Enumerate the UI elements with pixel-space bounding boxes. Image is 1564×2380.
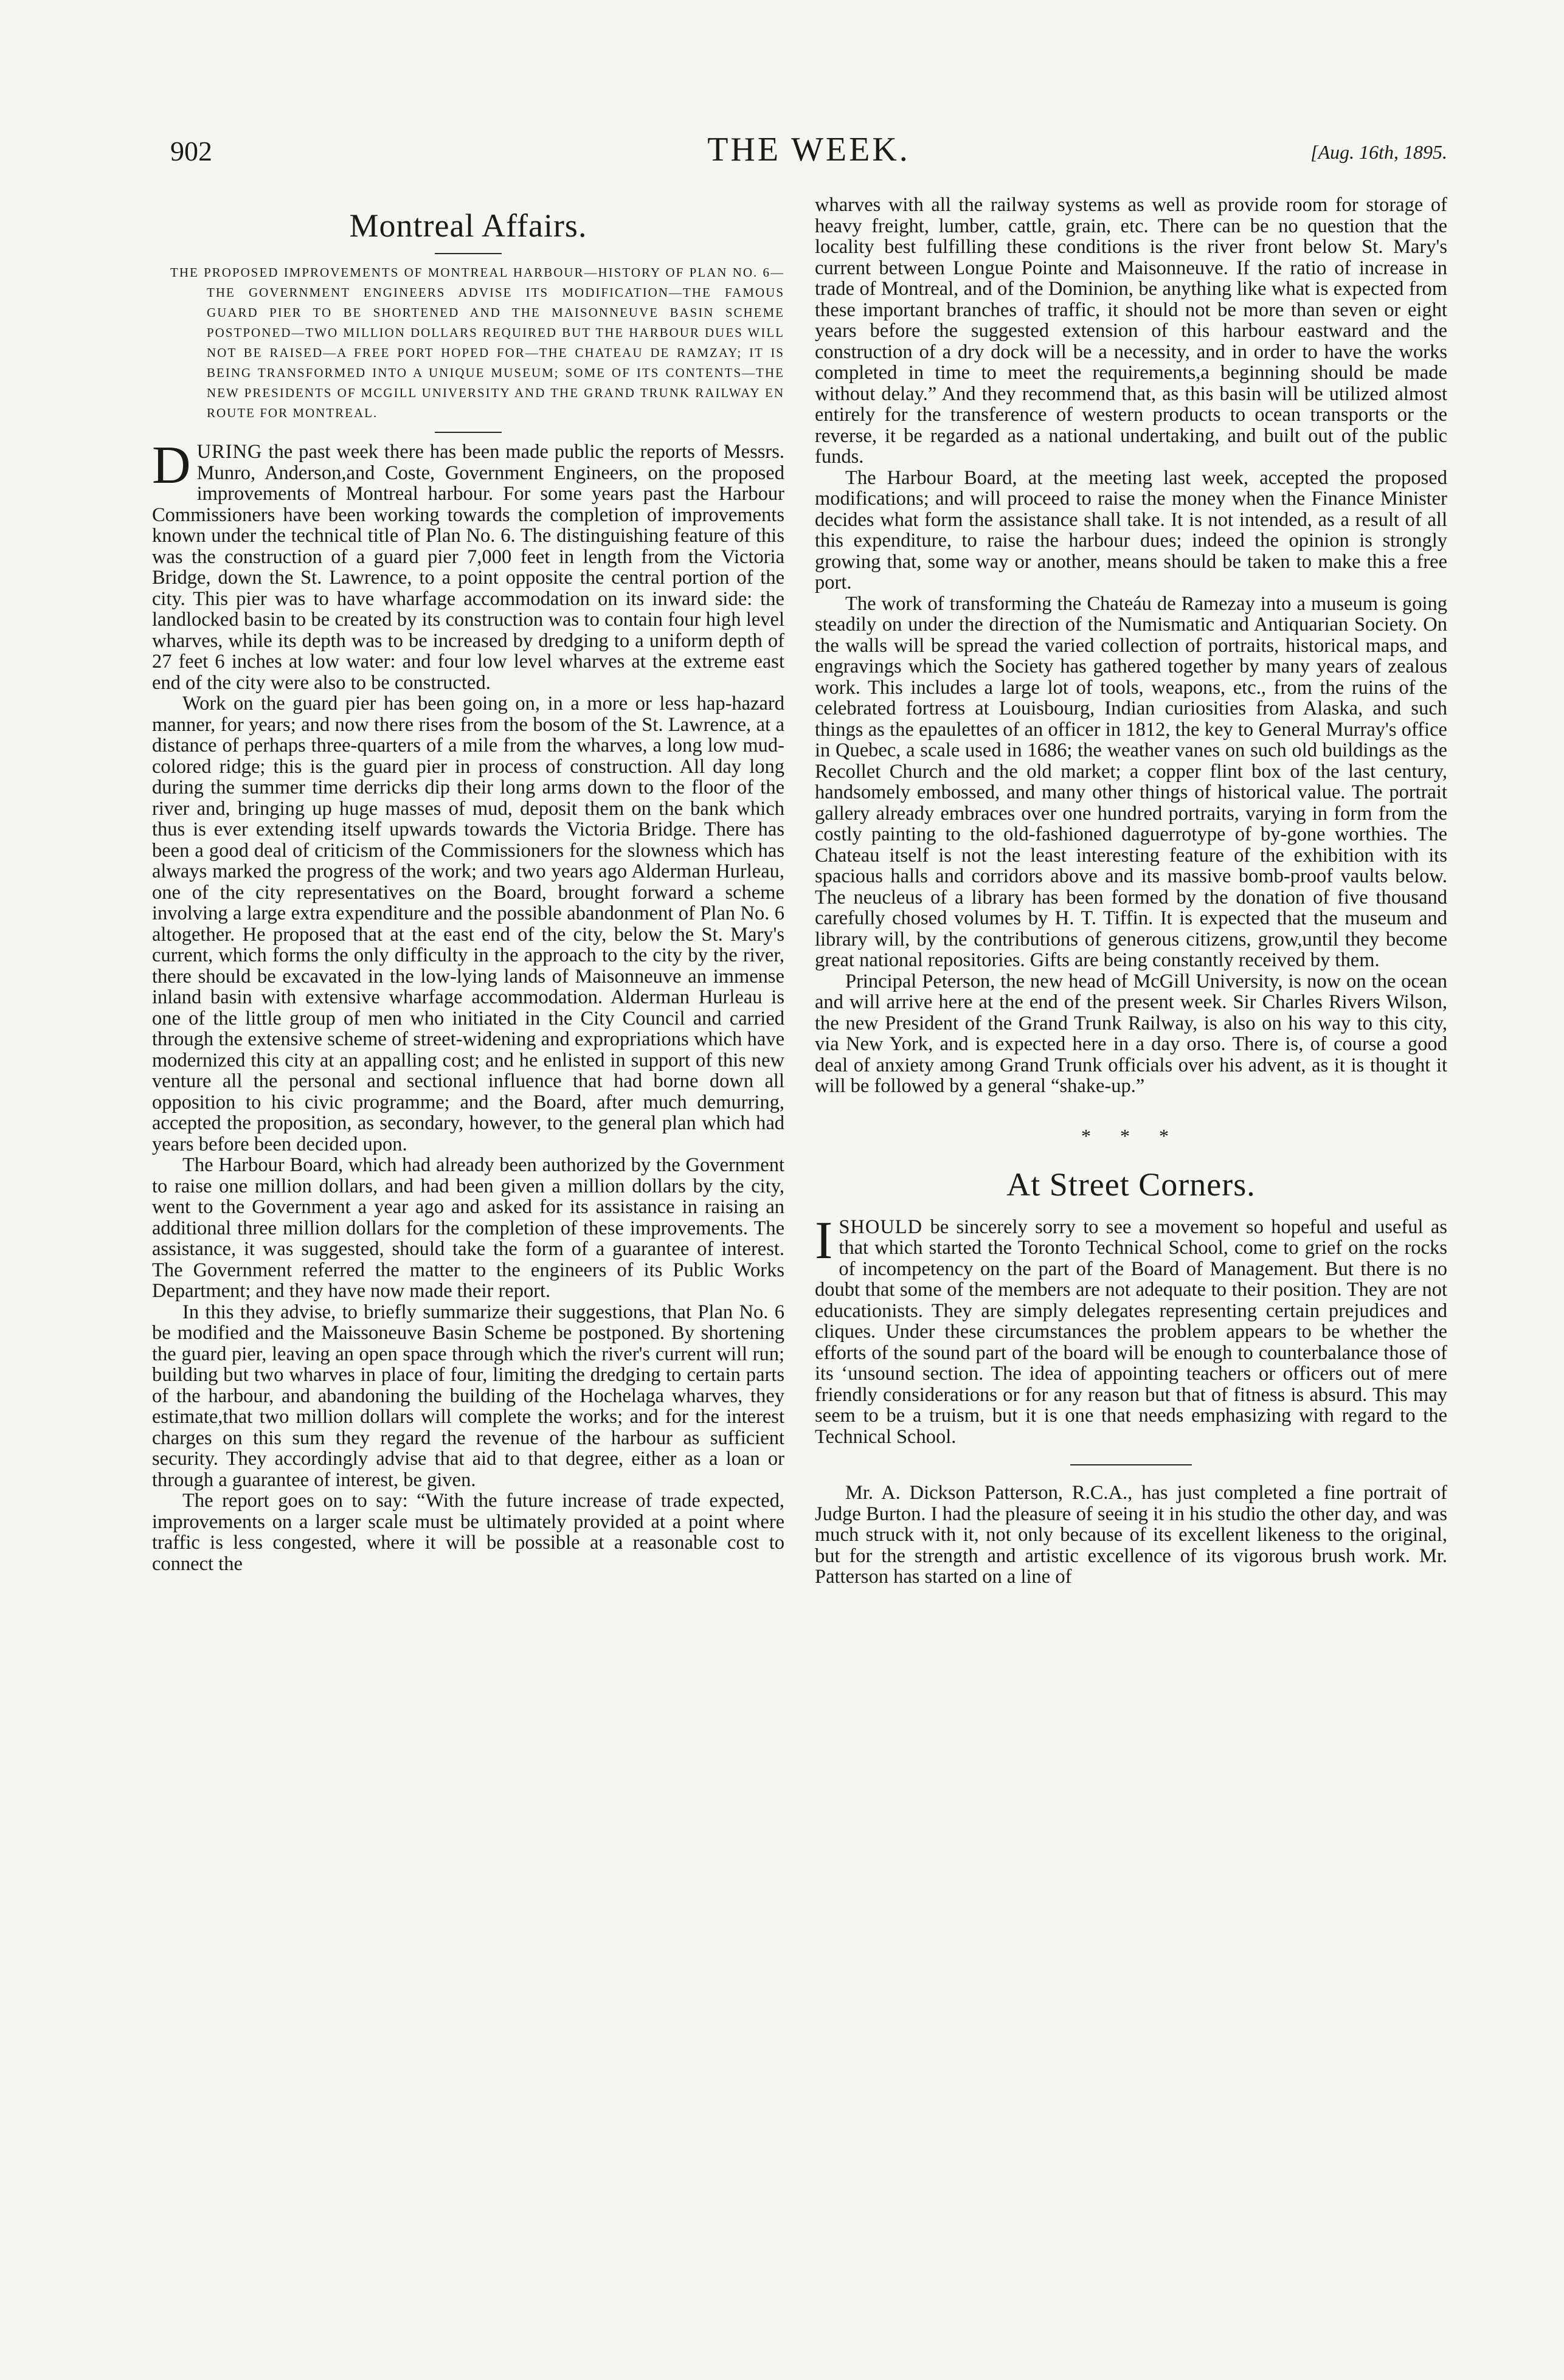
journal-title: THE WEEK.	[707, 131, 910, 168]
section-rule	[1070, 1464, 1192, 1465]
left-column	[152, 195, 784, 1574]
article-title-montreal: Montreal Affairs.	[349, 207, 587, 244]
paragraph: The Harbour Board, at the meeting last week, accepted the proposed modifications; and will proceed to raise the money when the Finance Minister decides what form the assistance shall take. It is not intended, as a result of all this expenditure, to raise the harbour dues; indeed the opinion is strongly growing that, some way or another, means should be taken to make this a free port.	[815, 466, 1447, 593]
article-subhead: THE PROPOSED IMPROVEMENTS OF MONTREAL HARBOUR—HISTORY OF PLAN NO. 6—THE GOVERNMENT ENGINEERS ADVISE ITS MODIFICATION—THE FAMOUS GUARD PIER TO BE SHORTENED AND THE MAISONNEUVE BASIN SCHEME POSTPONED—TWO MILLION DOLLARS REQUIRED BUT THE HARBOUR DUES WILL NOT BE RAISED—A FREE PORT HOPED FOR—THE CHATEAU DE RAMZAY; IT IS BEING TRANSFORMED INTO A UNIQUE MUSEUM; SOME OF ITS CONTENTS—THE NEW PRESIDENTS OF MCGILL UNIVERSITY AND THE GRAND TRUNK RAILWAY EN ROUTE FOR MONTREAL.	[170, 265, 784, 420]
spacer	[815, 1203, 1447, 1217]
paragraph: Principal Peterson, the new head of McGill University, is now on the ocean and will arrive here at the end of the present week. Sir Charles Rivers Wilson, the new President of the Grand Trunk Railway, is also on his way to this city, via New York, and is expected here in a day orso. There is, of course a good deal of anxiety among Grand Trunk officials over his advent, as it is thought it will be followed by a general “shake-up.”	[815, 970, 1447, 1097]
drop-cap: D	[152, 436, 191, 495]
article-title-street-corners: At Street Corners.	[1006, 1166, 1256, 1203]
paragraph-text: be sincerely sorry to see a movement so hopeful and useful as that which started the Toronto Technical School, come to grief on the rocks of incompetency on the part of the Board of Management. But there is no doubt that some of the members are not adequate to their position. They are not educationists. They are simply delegates representing certain prejudices and cliques. Under these circumstances the problem appears to be whether the efforts of the sound part of the board will be enough to counterbalance those of its ‘unsound section. The idea of appointing teachers or officers out of mere friendly considerations or for any reason but that of fitness is absurd. This may seem to be a truism, but it is one that needs emphasizing with regard to the Technical School.	[815, 1216, 1447, 1448]
paragraph: The Harbour Board, which had already been authorized by the Government to raise one million dollars, and had been given a million dollars by the city, went to the Government a year ago and asked for its assistance in raising an additional three million dollars for the completion of these improvements. The assistance, it was suggested, should take the form of a guarantee of interest. The Government referred the matter to the engineers of its Public Works Department; and they have now made their report.	[152, 1154, 784, 1302]
issue-date: [Aug. 16th, 1895.	[1310, 141, 1447, 163]
section-ornament: * * *	[1081, 1124, 1181, 1147]
paragraph: The report goes on to say: “With the future increase of trade expected, improvements on a larger scale must be ultimately provided at a point where traffic is less congested, where it will be possible at a reasonable cost to connect the	[152, 1490, 784, 1575]
paragraph	[152, 436, 784, 694]
paragraph: In this they advise, to briefly summarize their suggestions, that Plan No. 6 be modified and the Maissoneuve Basin Scheme be postponed. By shortening the guard pier, leaving an open space through which the river's current will run; building but two wharves in place of four, limiting the dredging to certain parts of the harbour, and abandoning the building of the Hochelaga wharves, they estimate,that two million dollars will complete the works; and for the interest charges on this sum they regard the revenue of the harbour as sufficient security. They accordingly advise that aid to that degree, either as a loan or through a guarantee of interest, be given.	[152, 1301, 784, 1491]
title-rule	[435, 253, 502, 254]
paragraph-text: the past week there has been made public the reports of Messrs. Munro, Anderson,and Coste, Government Engineers, on the proposed improvements of Montreal harbour. For some years past the Harbour Commissioners have been working towards the completion of improvements known under the technical title of Plan No. 6. The distinguishing feature of this was the construction of a guard pier 7,000 feet in length from the Victoria Bridge, down the St. Lawrence, to a point opposite the central portion of the city. This pier was to have wharfage accommodation on its inward side: the landlocked basin to be created by its construction was to contain four high level wharves, while its depth was to be increased by dredging to a uniform depth of 27 feet 6 inches at low water: and four low level wharves at the extreme east end of the city were also to be constructed.	[152, 441, 784, 694]
paragraph: wharves with all the railway systems as well as provide room for storage of heavy freight, lumber, cattle, grain, etc. There can be no question that the locality best fulfilling these conditions is the river front below St. Mary's current between Longue Pointe and Maisonneuve. If the ratio of increase in trade of Montreal, and of the Dominion, be anything like what is expected from these important branches of traffic, it should not be more than seven or eight years before the suggested extension of this harbour eastward and the construction of a dry dock will be a necessity, and in order to have the works completed in time to meet the requirements,a beginning should be made without delay.” And they recommend that, as this basin will be utilized almost entirely for the transference of western products to ocean transports or the reverse, it be regarded as a national undertaking, and built out of the public funds.	[815, 194, 1447, 468]
page-header	[170, 131, 1447, 184]
paragraph	[815, 1211, 1447, 1448]
lead-word: URING	[196, 441, 263, 463]
paragraph: The work of transforming the Chateáu de Ramezay into a museum is going steadily on under the direction of the Numismatic and Antiquarian Society. On the walls will be spread the varied collection of portraits, historical maps, and engravings which the Society has gathered together by many years of zealous work. This includes a large lot of tools, weapons, etc., from the ruins of the celebrated fortress at Louisbourg, Indian curiosities from Alaska, and such things as the epaulettes of an officer in 1812, the key to General Murray's office in Quebec, a scale used in 1686; the weather vanes on such old buildings as the Recollet Church and the old market; a copper flint box of the last century, handsomely embossed, and many other things of historical value. The portrait gallery already embraces over one hundred portraits, varying in form from the costly painting to the old-fashioned daguerrotype of by-gone worthies. The Chateau itself is not the least interesting feature of the exhibition with its spacious halls and corridors above and its massive bomb-proof vaults below. The neucleus of a library has been formed by the donation of five thousand carefully chosed volumes by H. T. Tiffin. It is expected that the museum and library will, by the contributions of generous citizens, grow,until they become great national repositories. Gifts are being constantly received by them.	[815, 592, 1447, 971]
drop-cap: I	[815, 1211, 833, 1270]
paragraph: Work on the guard pier has been going on, in a more or less hap-hazard manner, for years; and now there rises from the bosom of the St. Lawrence, at a distance of perhaps three-quarters of a mile from the wharves, a long low mud-colored ridge; this is the guard pier in process of construction. All day long during the summer time derricks dip their long arms down to the floor of the river and, bringing up huge masses of mud, deposit them on the bank which thus is ever extending itself upwards towards the Victoria Bridge. There has been a good deal of criticism of the Commissioners for the slowness which has always marked the progress of the work; and two years ago Alderman Hurleau, one of the city representatives on the Board, brought forward a scheme involving a large extra expenditure and the possible abandonment of Plan No. 6 altogether. He proposed that at the east end of the city, below the St. Mary's current, which forms the only difficulty in the approach to the city by the river, there should be excavated in the low-lying lands of Maisonneuve an immense inland basin with extensive wharfage accommodation. Alderman Hurleau is one of the little group of men who initiated in the City Council and carried through the extensive scheme of street-widening and expropriations which have modernized this city at an appalling cost; and he enlisted in support of this new venture all the personal and sectional influence that had borne down all opposition to his civic programme; and the Board, after much demurring, accepted the proposition, as secondary, however, to the general plan which had years before been decided upon.	[152, 693, 784, 1155]
lead-word: SHOULD	[839, 1216, 923, 1238]
page-number: 902	[170, 136, 212, 167]
subhead-rule	[435, 432, 502, 433]
paragraph: Mr. A. Dickson Patterson, R.C.A., has just completed a fine portrait of Judge Burton. I had the pleasure of seeing it in his studio the other day, and was much struck with it, not only because of its excellent likeness to the original, but for the strength and artistic excellence of its vigorous brush work. Mr. Patterson has started on a line of	[815, 1482, 1447, 1588]
right-column	[815, 195, 1447, 1588]
